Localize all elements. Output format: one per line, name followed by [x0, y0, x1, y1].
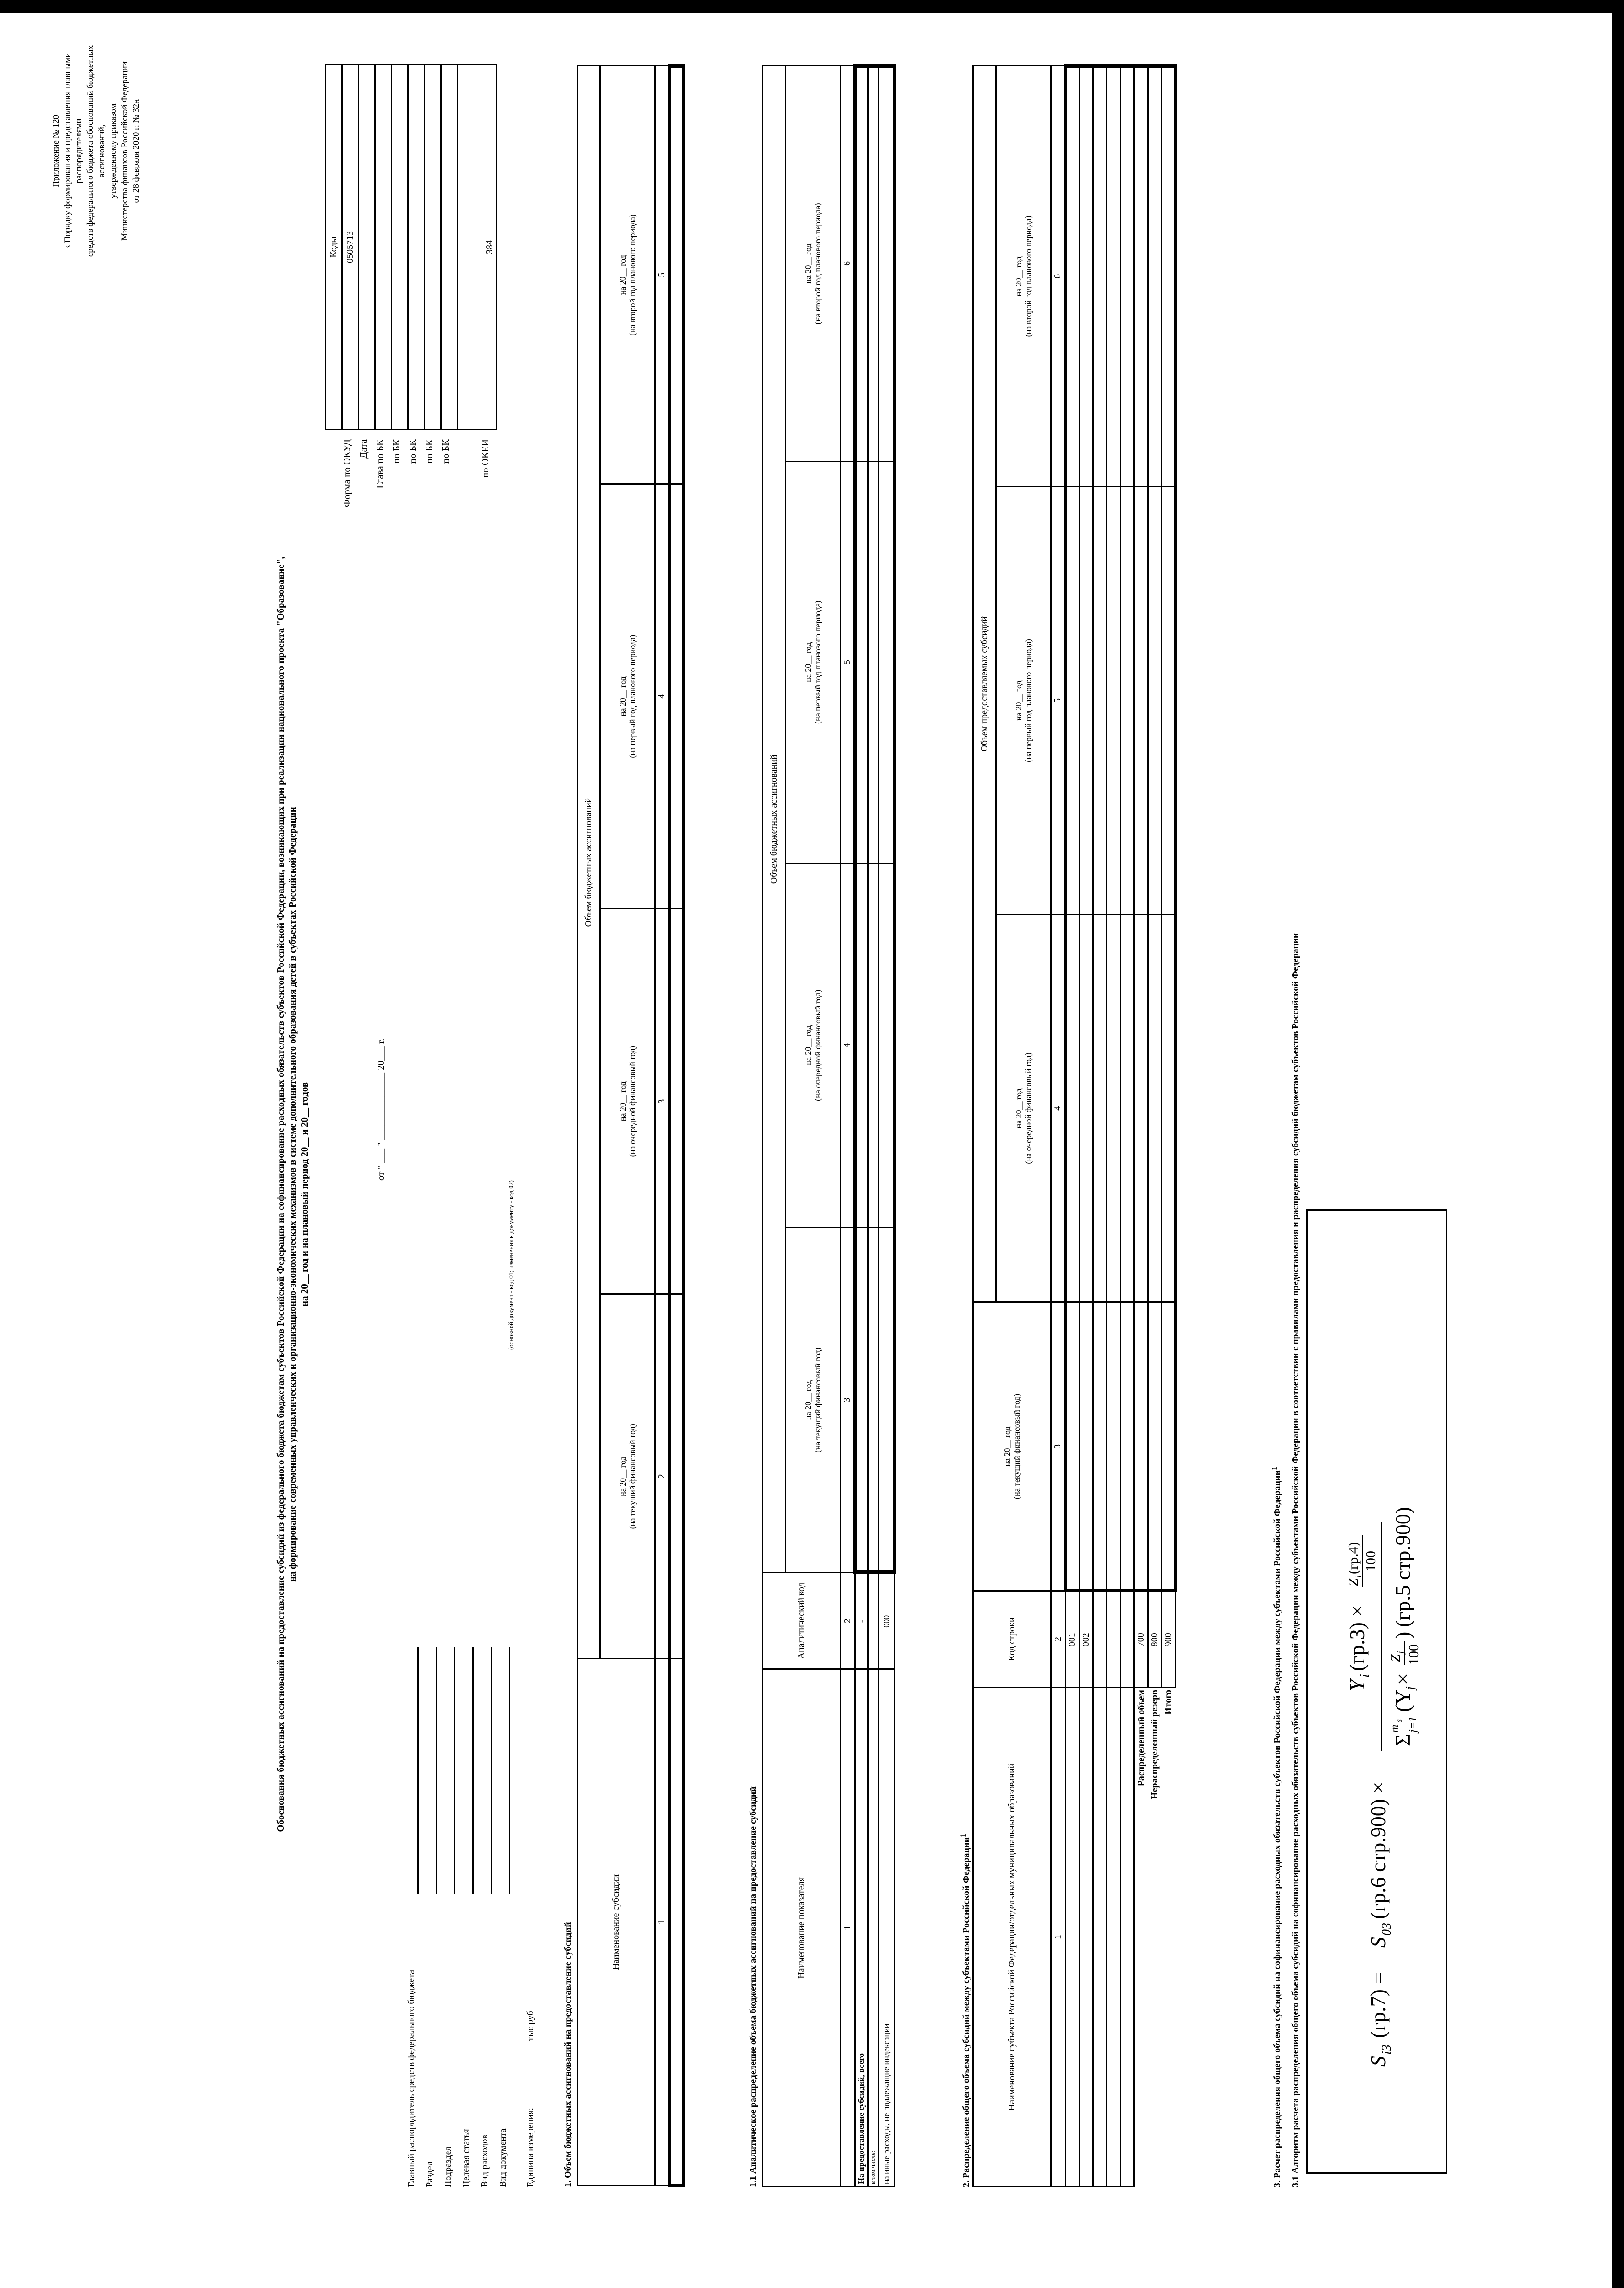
- col-group-subsidies: Объем предоставляемых субсидий: [973, 66, 996, 1302]
- col-number: 1: [841, 1669, 855, 2187]
- table-cell[interactable]: [1148, 914, 1162, 1302]
- field-label: Вид расходов: [480, 2135, 490, 2187]
- section-1-table: [577, 64, 685, 2187]
- table-cell[interactable]: [1148, 487, 1162, 915]
- table-cell[interactable]: [1134, 1302, 1148, 1591]
- svg-text:(гр.6 стр.900) ×: (гр.6 стр.900) ×: [1366, 1781, 1390, 1919]
- svg-text:Σ: Σ: [1391, 1734, 1414, 1746]
- formula-box: [1306, 1209, 1447, 2174]
- title-line-2: на формирование современных управленческих и организационно-экономических механизмов в системе дополнительного образования детей в субъектах Российской Федерации: [287, 807, 298, 1582]
- col-plan-year-1: на 20__ год (на первый год планового периода): [600, 484, 655, 908]
- code-value-okud[interactable]: 0505713: [342, 65, 359, 430]
- row-label: Нераспределенный резерв: [1149, 1690, 1160, 1799]
- appendix-line: от 28 февраля 2020 г. № 32н: [131, 99, 141, 203]
- col-number: 5: [655, 66, 670, 484]
- section-3-1-title: 3.1 Алгоритм расчета распределения общего объема субсидий на софинансирование расходных обязательств субъектов Российской Федерации между субъектами Российской Федерации в соответствии с правилами предоставления и распределения субсидий бюджетам субъектов Российской Федерации: [1290, 933, 1300, 2187]
- appendix-line: утвержденному приказом: [108, 103, 118, 199]
- col-number: 5: [1051, 487, 1066, 915]
- col-plan-year-1: на 20__ год (на первый год планового периода): [996, 487, 1051, 915]
- unit-label: Единица измерения:: [525, 2108, 535, 2187]
- table-cell[interactable]: [1162, 487, 1176, 915]
- code-label: по ОКЕИ: [480, 439, 491, 478]
- field-label: Главный распорядитель средств федерального бюджета: [406, 1970, 416, 2187]
- col-number: 3: [1051, 1302, 1066, 1591]
- table-row: [1107, 66, 1121, 2187]
- table-cell[interactable]: [1066, 487, 1079, 915]
- col-current-year: на 20__ год (на текущий финансовый год): [786, 1227, 841, 1572]
- table-cell[interactable]: [1093, 1302, 1107, 1591]
- svg-text:(гр.7) =: (гр.7) =: [1366, 1972, 1390, 2038]
- svg-text:m: m: [1389, 1724, 1401, 1732]
- svg-text:s: s: [1394, 1719, 1403, 1722]
- header-field-row: [458, 1647, 476, 2187]
- col-number: 3: [655, 909, 670, 1294]
- header-fields: [403, 1647, 540, 2187]
- svg-text:j=1: j=1: [1407, 1716, 1419, 1732]
- col-group-volume: Объем бюджетных ассигнований: [577, 66, 600, 1659]
- table-cell[interactable]: [1079, 487, 1093, 915]
- table-cell[interactable]: [1066, 66, 1079, 487]
- col-number: 4: [1051, 914, 1066, 1302]
- table-cell[interactable]: [1148, 66, 1162, 487]
- code-label: Дата: [358, 439, 369, 459]
- svg-text:(гр.3) ×: (гр.3) ×: [1345, 1605, 1369, 1671]
- col-current-year: на 20__ год (на текущий финансовый год): [600, 1294, 655, 1659]
- section-3-title: 3. Расчет распределения общего объема субсидий на софинансирование расходных обязательств субъектов Российской Федерации между субъектами Российской Федерации$^1$: [1270, 1466, 1283, 2187]
- table-cell[interactable]: [879, 1227, 895, 1572]
- section-2-table: [972, 64, 1177, 2187]
- scan-border-right: [1612, 0, 1624, 2288]
- header-field-row: [476, 1647, 494, 2187]
- col-plan-year-2: на 20__ год (на второй год планового периода): [996, 66, 1051, 487]
- appendix-line: средств федерального бюджета обоснований бюджетных ассигнований,: [86, 45, 107, 257]
- table-cell[interactable]: [855, 1227, 868, 1572]
- row-label[interactable]: [1093, 1688, 1107, 2187]
- code-label: по БК: [391, 439, 402, 464]
- col-plan-year-2: на 20__ год (на второй год планового периода): [786, 66, 841, 461]
- field-label: Раздел: [425, 2161, 435, 2187]
- table-cell[interactable]: [855, 66, 868, 461]
- row-code: [1121, 1591, 1134, 1688]
- document-date: от " ___ " ______________ 20___ г.: [375, 1038, 386, 1181]
- svg-text:): ): [1391, 1631, 1414, 1639]
- table-cell[interactable]: [1134, 487, 1148, 915]
- header-field-row: [421, 1647, 439, 2187]
- code-value-bk[interactable]: [441, 65, 458, 430]
- field-input-line[interactable]: [472, 1647, 474, 1894]
- table-row: [1162, 66, 1176, 2187]
- section-2-title: 2. Распределение общего объема субсидий между субъектами Российской Федерации$^1$: [959, 1833, 971, 2187]
- table-cell[interactable]: [1162, 1302, 1176, 1591]
- section-1-1-table: [762, 64, 896, 2187]
- col-group-volume: Объем бюджетных ассигнований: [763, 66, 786, 1573]
- rotated-form-page: [37, 27, 1574, 2270]
- unit-value: тыс руб: [525, 2011, 535, 2041]
- table-row: [1134, 66, 1148, 2187]
- table-cell[interactable]: [868, 1227, 879, 1572]
- svg-text:(Y: (Y: [1391, 1689, 1414, 1712]
- col-number: 4: [841, 863, 855, 1227]
- row-label: Итого: [1163, 1690, 1173, 1715]
- row-code: -: [855, 1573, 868, 1669]
- code-value-bk[interactable]: [392, 65, 408, 430]
- table-cell[interactable]: [1079, 914, 1093, 1302]
- row-label: на иные расходы, не подлежащие индексации: [879, 1669, 895, 2187]
- row-code: [868, 1573, 879, 1669]
- table-cell[interactable]: [879, 461, 895, 863]
- header-field-row: [403, 1647, 421, 2187]
- row-code: 001: [1066, 1591, 1079, 1688]
- code-label: по БК: [407, 439, 418, 464]
- col-plan-year-2: на 20__ год (на второй год планового периода): [600, 66, 655, 484]
- field-label: Целевая статья: [461, 2129, 471, 2187]
- code-value-okei[interactable]: 384: [458, 65, 497, 430]
- svg-text:Y: Y: [1345, 1679, 1369, 1691]
- code-label: по БК: [440, 439, 451, 464]
- table-cell[interactable]: [1107, 487, 1121, 915]
- row-label: в том числе:: [868, 1669, 879, 2187]
- svg-text:j: j: [1396, 1651, 1406, 1654]
- svg-text:100: 100: [1406, 1644, 1421, 1665]
- col-plan-year-1: на 20__ год (на первый год планового периода): [786, 461, 841, 863]
- code-value-bk[interactable]: [408, 65, 425, 430]
- table-cell[interactable]: [1121, 1302, 1134, 1591]
- svg-text:i3: i3: [1380, 2045, 1394, 2055]
- table-cell[interactable]: [1121, 914, 1134, 1302]
- svg-text:j: j: [1403, 1686, 1418, 1690]
- col-number: 2: [655, 1294, 670, 1659]
- table-cell[interactable]: [855, 863, 868, 1227]
- col-next-year: на 20__ год (на очередной финансовый год): [786, 863, 841, 1227]
- row-code: 002: [1079, 1591, 1093, 1688]
- svg-text:i: i: [1358, 1674, 1372, 1678]
- col-number: 6: [1051, 66, 1066, 487]
- table-cell[interactable]: [1134, 66, 1148, 487]
- row-label[interactable]: [1079, 1688, 1093, 2187]
- col-number: 3: [841, 1227, 855, 1572]
- table-cell[interactable]: [1121, 66, 1134, 487]
- table-row: [1121, 66, 1134, 2187]
- col-next-year: на 20__ год (на очередной финансовый год): [600, 909, 655, 1294]
- row-code: [1093, 1591, 1107, 1688]
- field-input-line[interactable]: [454, 1647, 455, 1894]
- table-cell[interactable]: [1134, 914, 1148, 1302]
- title-line-1: Обоснования бюджетных ассигнований на предоставление субсидий из федерального бюджета бюджетам субъектов Российской Федерации на софинансирование расходных обязательств субъектов Российской Федерации, возникающих при реализации национального проекта "Образование",: [275, 556, 286, 1832]
- appendix-line: Министерства финансов Российской Федерации: [120, 61, 129, 241]
- table-row: [1093, 66, 1107, 2187]
- table-row: [855, 66, 868, 2187]
- table-cell[interactable]: [1066, 914, 1079, 1302]
- col-number: 2: [1051, 1591, 1066, 1688]
- doc-type-caption: (основной документ - код 01; изменения к документу - код 02): [508, 1180, 515, 1350]
- col-subsidy-name: Наименование субсидии: [577, 1659, 655, 2185]
- row-code: 800: [1148, 1591, 1162, 1688]
- row-label[interactable]: [1066, 1688, 1079, 2187]
- table-cell[interactable]: [879, 66, 895, 461]
- appendix-line: Приложение № 120: [51, 114, 61, 188]
- col-number: 2: [841, 1573, 855, 1669]
- table-cell[interactable]: [1162, 914, 1176, 1302]
- col-number: 4: [655, 484, 670, 908]
- table-cell[interactable]: [1079, 66, 1093, 487]
- table-cell[interactable]: [1148, 1302, 1162, 1591]
- codes-header: Коды: [326, 65, 342, 430]
- field-label: Подраздел: [443, 2146, 453, 2187]
- table-cell[interactable]: [670, 1659, 684, 2185]
- col-region-name: Наименование субъекта Российской Федерации/отдельных муниципальных образований: [973, 1688, 1051, 2187]
- field-input-line[interactable]: [491, 1647, 492, 1894]
- table-cell[interactable]: [1121, 487, 1134, 915]
- row-code: 000: [879, 1573, 895, 1669]
- svg-text:100: 100: [1363, 1551, 1378, 1571]
- table-cell[interactable]: [1107, 1302, 1121, 1591]
- header-field-row: [494, 1647, 513, 2187]
- col-number: 5: [841, 461, 855, 863]
- appendix-line: к Порядку формирования и представления главными распорядителями: [63, 53, 84, 249]
- col-number: 6: [841, 66, 855, 461]
- code-label: Глава по БК: [374, 439, 385, 489]
- table-row: [868, 66, 879, 2187]
- table-row: [879, 66, 895, 2187]
- table-cell[interactable]: [1079, 1302, 1093, 1591]
- svg-text:Z: Z: [1346, 1578, 1361, 1586]
- table-cell[interactable]: [879, 863, 895, 1227]
- section-1-title: 1. Объем бюджетных ассигнований на предоставление субсидий: [563, 1922, 573, 2187]
- svg-text:(гр.5 стр.900): (гр.5 стр.900): [1391, 1506, 1414, 1627]
- svg-text:i: i: [1354, 1575, 1364, 1578]
- table-row: [1148, 66, 1162, 2187]
- col-number: 1: [1051, 1688, 1066, 2187]
- col-indicator-name: Наименование показателя: [763, 1669, 841, 2187]
- field-input-line[interactable]: [417, 1647, 419, 1894]
- table-cell[interactable]: [670, 484, 684, 908]
- code-label: Форма по ОКУД: [341, 439, 352, 507]
- code-value-date[interactable]: [359, 65, 375, 430]
- row-code: [1107, 1591, 1121, 1688]
- svg-text:03: 03: [1380, 1923, 1394, 1936]
- table-cell[interactable]: [670, 909, 684, 1294]
- table-cell[interactable]: [1093, 487, 1107, 915]
- row-code: 700: [1134, 1591, 1148, 1688]
- table-cell[interactable]: [1093, 914, 1107, 1302]
- unit-row: [517, 1647, 540, 2187]
- code-value-bk[interactable]: [425, 65, 441, 430]
- scan-border-top: [0, 0, 1624, 13]
- field-input-line[interactable]: [436, 1647, 437, 1894]
- table-cell[interactable]: [670, 66, 684, 484]
- svg-text:(гр.4): (гр.4): [1346, 1542, 1361, 1574]
- appendix-note: [50, 37, 142, 265]
- row-code: 900: [1162, 1591, 1176, 1688]
- codes-table: [325, 64, 497, 430]
- table-cell[interactable]: [868, 66, 879, 461]
- table-row: [1066, 66, 1079, 2187]
- table-cell[interactable]: [868, 863, 879, 1227]
- table-cell[interactable]: [868, 461, 879, 863]
- title-line-3: на 20__ год и на плановый период 20__ и 20__ годов: [299, 1082, 310, 1307]
- col-next-year: на 20__ год (на очередной финансовый год): [996, 914, 1051, 1302]
- table-cell[interactable]: [1162, 66, 1176, 487]
- row-label: На предоставление субсидий, всего: [855, 1669, 868, 2187]
- col-row-code: Код строки: [973, 1591, 1051, 1688]
- table-cell[interactable]: [1107, 914, 1121, 1302]
- distribution-formula: [1308, 1211, 1446, 2172]
- svg-text:S: S: [1366, 2056, 1390, 2067]
- table-cell[interactable]: [1066, 1302, 1079, 1591]
- col-analytic-code: Аналитический код: [763, 1573, 841, 1669]
- table-cell[interactable]: [855, 461, 868, 863]
- col-number: 1: [655, 1659, 670, 2185]
- row-label[interactable]: [1121, 1688, 1134, 2187]
- header-field-row: [439, 1647, 458, 2187]
- codes-labels: [325, 439, 496, 522]
- svg-text:S: S: [1366, 1937, 1390, 1948]
- table-row: [1079, 66, 1093, 2187]
- field-label: Вид документа: [498, 2128, 508, 2187]
- table-cell[interactable]: [670, 1294, 684, 1659]
- svg-text:×: ×: [1391, 1673, 1414, 1685]
- table-cell[interactable]: [1093, 66, 1107, 487]
- svg-text:Z: Z: [1388, 1654, 1403, 1662]
- code-label: по БК: [424, 439, 435, 464]
- table-cell[interactable]: [1107, 66, 1121, 487]
- row-label: Распределенный объем: [1134, 1688, 1148, 2187]
- section-1-1-title: 1.1 Аналитическое распределение объема бюджетных ассигнований на предоставление субсидий: [748, 1786, 758, 2187]
- row-label[interactable]: [1107, 1688, 1121, 2187]
- field-input-line[interactable]: [509, 1647, 510, 1894]
- code-value-glava[interactable]: [375, 65, 392, 430]
- col-current-year: на 20__ год (на текущий финансовый год): [973, 1302, 1051, 1591]
- form-title: [275, 210, 310, 2178]
